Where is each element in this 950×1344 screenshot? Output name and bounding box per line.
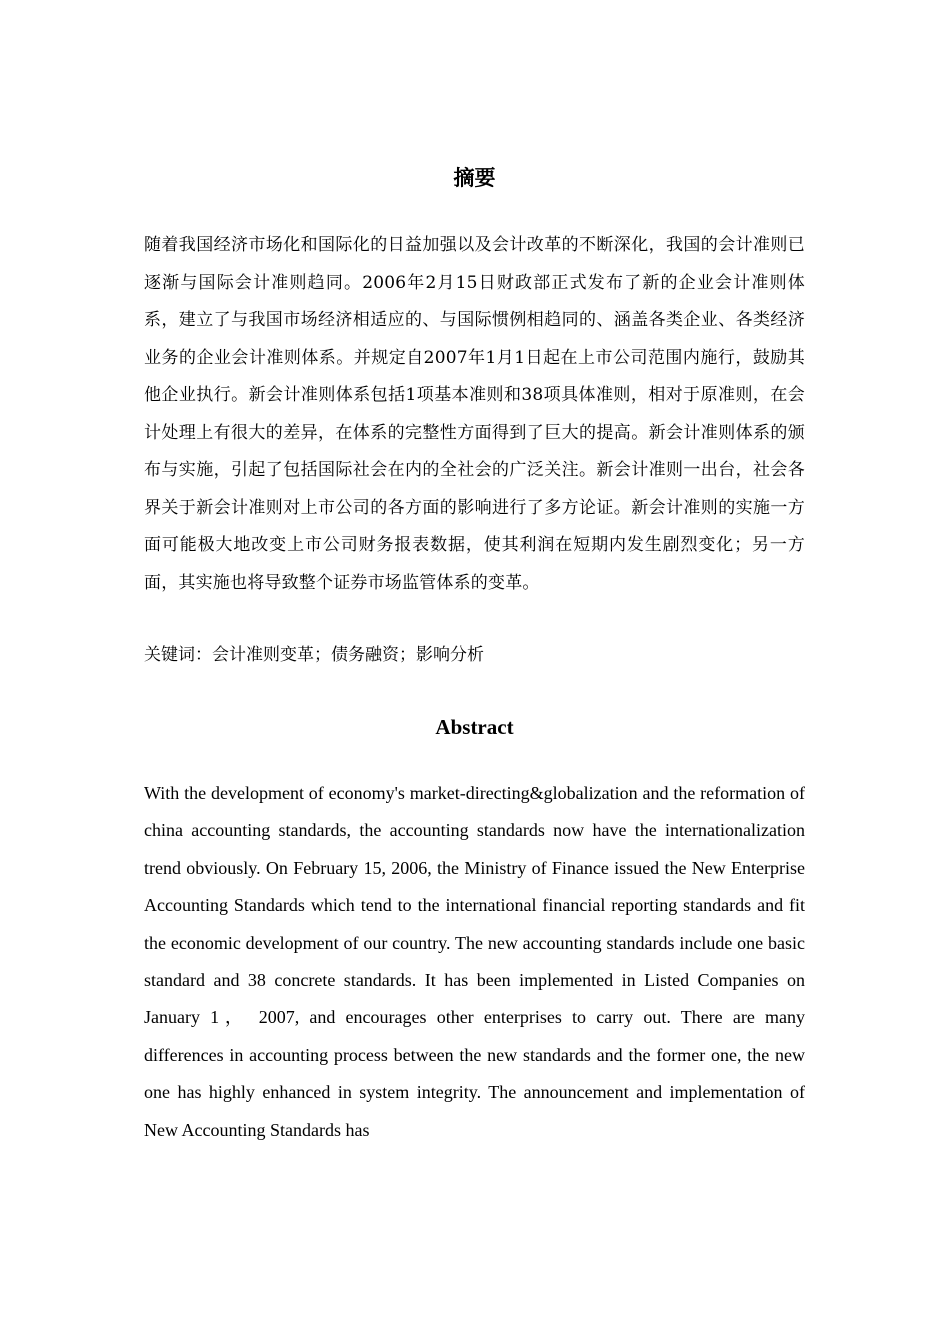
chinese-abstract-title: 摘要 [453,166,496,190]
chinese-abstract-body: 随着我国经济市场化和国际化的日益加强以及会计改革的不断深化，我国的会计准则已逐渐与国际会计准则趋同。2006年2月15日财政部正式发布了新的企业会计准则体系，建立了与我国市场经济相适应的、与国际惯例相趋同的、涵盖各类企业、各类经济业务的企业会计准则体系。并规定自2007年1月1日起在上市公司范围内施行，鼓励其他企业执行。新会计准则体系包括1项基本准则和38项具体准则，相对于原准则，在会计处理上有很大的差异，在体系的完整性方面得到了巨大的提高。新会计准则体系的颁布与实施，引起了包括国际社会在内的全社会的广泛关注。新会计准则一出台，社会各界关于新会计准则对上市公司的各方面的影响进行了多方论证。新会计准则的实施一方面可能极大地改变上市公司财务报表数据，使其利润在短期内发生剧烈变化；另一方面，其实施也将导致整个证券市场监管体系的变革。 [144,235,805,593]
chinese-keywords: 关键词：会计准则变革；债务融资；影响分析 [144,645,484,665]
english-abstract-body: With the development of economy's market-directing&globalization and the reformation of china accounting standards, the accounting standards now have the internationalization trend obviously. On February 15, 2006, the Ministry of Finance issued the New Enterprise Accounting Standards which tend to the international financial reporting standards and fit the economic development of our country. The new accounting standards include one basic standard and 38 concrete standards. It has been implemented in Listed Companies on January 1， 2007, and encourages other enterprises to carry out. There are many differences in accounting process between the new standards and the former one, the new one has highly enhanced in system integrity. The announcement and implementation of New Accounting Standards has [144,783,805,1140]
english-abstract-title: Abstract [435,715,514,739]
document-content [144,160,805,1149]
